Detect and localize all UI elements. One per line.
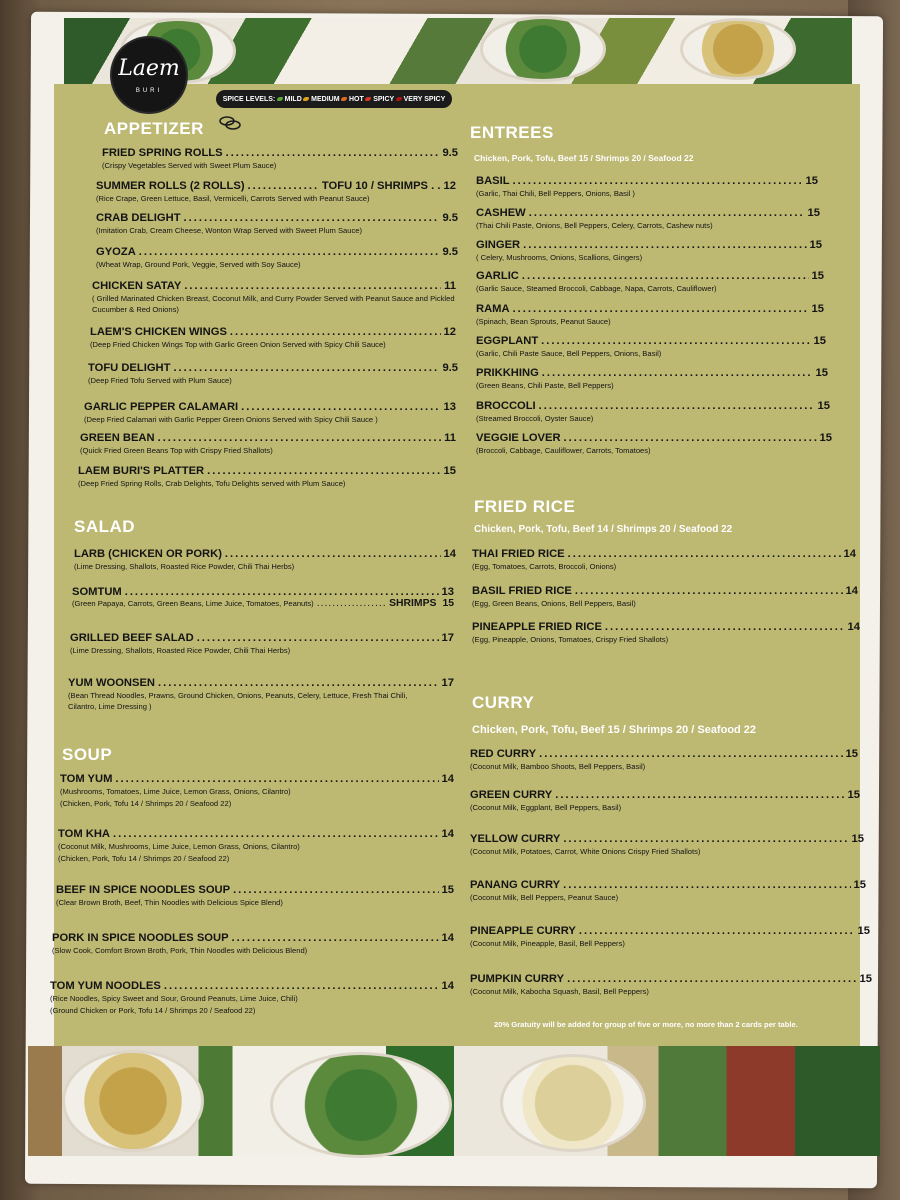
menu-item: FRIED SPRING ROLLS ..... 9.5 (Crispy Vegetables Served with Sweet Plum Sauce) <box>102 147 458 171</box>
menu-item: GYOZA ..... 9.5 (Wheat Wrap, Ground Pork, Veggie, Served with Soy Sauce) <box>96 246 458 270</box>
menu-item: LARB (CHICKEN OR PORK) ..... 14 (Lime Dressing, Shallots, Roasted Rice Powder, Chili Thai Herbs) <box>74 548 456 572</box>
spice-levels-legend <box>216 90 452 108</box>
menu-item: PINEAPPLE FRIED RICE ..... 14 (Egg, Pineapple, Onions, Tomatoes, Crispy Fried Shallots) <box>472 621 860 645</box>
food-plate-image <box>480 16 606 82</box>
fried-rice-heading: FRIED RICE <box>474 497 576 516</box>
menu-item: GREEN BEAN ..... 11 (Quick Fried Green Beans Top with Crispy Fried Shallots) <box>80 432 456 456</box>
broccoli-plate-image <box>270 1052 452 1158</box>
chili-icon <box>396 97 402 101</box>
menu-item: LAEM BURI'S PLATTER ..... 15 (Deep Fried Spring Rolls, Crab Delights, Tofu Delights served with Plum Sauce) <box>78 465 456 489</box>
entrees-heading: ENTREES <box>470 123 554 142</box>
spice-level-very-spicy: VERY SPICY <box>396 96 446 103</box>
menu-item: YELLOW CURRY ..... 15 (Coconut Milk, Potatoes, Carrot, White Onions Crispy Fried Shallots) <box>470 833 864 857</box>
menu-item: BASIL ..... 15 (Garlic, Thai Chili, Bell Peppers, Onions, Basil ) <box>476 175 818 199</box>
chili-icon <box>341 97 347 101</box>
menu-item: BROCCOLI ..... 15 (Streamed Broccoli, Oyster Sauce) <box>476 400 830 424</box>
menu-item: PUMPKIN CURRY ..... 15 (Coconut Milk, Kabocha Squash, Basil, Bell Peppers) <box>470 973 872 997</box>
food-plate-image <box>680 18 796 80</box>
spice-level-spicy: SPICY <box>365 96 394 103</box>
curry-heading: CURRY <box>472 693 535 712</box>
menu-item: GARLIC PEPPER CALAMARI ..... 13 (Deep Fried Calamari with Garlic Pepper Green Onions Served with Spicy Chili Sauce ) <box>84 401 456 425</box>
appetizer-heading: APPETIZER <box>104 119 204 138</box>
menu-item: RAMA ..... 15 (Spinach, Bean Sprouts, Peanut Sauce) <box>476 303 824 327</box>
menu-item: PRIKKHING ..... 15 (Green Beans, Chili Paste, Bell Peppers) <box>476 367 828 391</box>
menu-item: PANANG CURRY ..... 15 (Coconut Milk, Bell Peppers, Peanut Sauce) <box>470 879 866 903</box>
menu-item: CRAB DELIGHT ..... 9.5 (Imitation Crab, Cream Cheese, Wonton Wrap Served with Sweet Plum Sauce) <box>96 212 458 236</box>
spice-level-hot: HOT <box>341 96 364 103</box>
menu-item: SOMTUM ..... 13 (Green Papaya, Carrots, Green Beans, Lime Juice, Tomatoes, Peanuts) ..... SHRIMPS 15 <box>72 586 454 609</box>
menu-item: TOM YUM NOODLES ..... 14 (Rice Noodles, Spicy Sweet and Sour, Ground Peanuts, Lime Juice, Chili) (Ground Chicken or Pork, Tofu 14 / Shrimps 20 / Seafood 22) <box>50 980 454 1016</box>
menu-item: SUMMER ROLLS (2 ROLLS) ..... TOFU 10 / SHRIMPS . . 12 (Rice Crape, Green Lettuce, Basil, Vermicelli, Carrots Served with Peanut Sauce) <box>96 180 456 204</box>
menu-item: TOM KHA ..... 14 (Coconut Milk, Mushrooms, Lime Juice, Lemon Grass, Onions, Cilantro) (Chicken, Pork, Tofu 14 / Shrimps 20 / Seafood 22) <box>58 828 454 864</box>
gratuity-note: 20% Gratuity will be added for group of five or more, no more than 2 cards per table. <box>494 1020 798 1029</box>
menu-item: GRILLED BEEF SALAD ..... 17 (Lime Dressing, Shallots, Roasted Rice Powder, Chili Thai Herbs) <box>70 632 454 656</box>
curry-pricing: Chicken, Pork, Tofu, Beef 15 / Shrimps 20 / Seafood 22 <box>472 724 757 736</box>
menu-item: BEEF IN SPICE NOODLES SOUP ..... 15 (Clear Brown Broth, Beef, Thin Noodles with Delicious Spice Blend) <box>56 884 454 908</box>
menu-item: PINEAPPLE CURRY ..... 15 (Coconut Milk, Pineapple, Basil, Bell Peppers) <box>470 925 870 949</box>
fried-rice-pricing: Chicken, Pork, Tofu, Beef 14 / Shrimps 20 / Seafood 22 <box>474 524 733 535</box>
chili-icon <box>277 97 283 101</box>
menu-item: TOM YUM ..... 14 (Mushrooms, Tomatoes, Lime Juice, Lemon Grass, Onions, Cilantro) (Chicken, Pork, Tofu 14 / Shrimps 20 / Seafood 22) <box>60 773 454 809</box>
menu-item: TOFU DELIGHT ..... 9.5 (Deep Fried Tofu Served with Plum Sauce) <box>88 362 458 386</box>
menu-item: YUM WOONSEN ..... 17 (Bean Thread Noodles, Prawns, Ground Chicken, Onions, Peanuts, Celery, Lettuce, Fresh Thai Chili, Cilantro, Lime Dressing ) <box>68 677 454 712</box>
menu-item: GREEN CURRY ..... 15 (Coconut Milk, Eggplant, Bell Peppers, Basil) <box>470 789 860 813</box>
soup-heading: SOUP <box>62 745 113 764</box>
spice-levels-label: SPICE LEVELS: <box>222 95 276 103</box>
appetizer-rolls-icon <box>218 114 242 132</box>
restaurant-logo <box>112 38 186 112</box>
spice-level-medium: MEDIUM <box>303 96 339 103</box>
menu-item: LAEM'S CHICKEN WINGS ..... 12 (Deep Fried Chicken Wings Top with Garlic Green Onion Served with Spicy Chili Sauce) <box>90 326 456 350</box>
entrees-pricing: Chicken, Pork, Tofu, Beef 15 / Shrimps 20 / Seafood 22 <box>474 153 694 163</box>
chili-icon <box>303 97 309 101</box>
menu-item: GINGER ..... 15 ( Celery, Mushrooms, Onions, Scallions, Gingers) <box>476 239 822 263</box>
curry-bowl-image <box>62 1050 204 1152</box>
fried-rice-plate-image <box>500 1054 646 1152</box>
menu-item: EGGPLANT ..... 15 (Garlic, Chili Paste Sauce, Bell Peppers, Onions, Basil) <box>476 335 826 359</box>
menu-item: VEGGIE LOVER ..... 15 (Broccoli, Cabbage, Cauliflower, Carrots, Tomatoes) <box>476 432 832 456</box>
menu-item: PORK IN SPICE NOODLES SOUP ..... 14 (Slow Cook, Comfort Brown Broth, Pork, Thin Noodles with Delicious Blend) <box>52 932 454 956</box>
menu-item: GARLIC ..... 15 (Garlic Sauce, Steamed Broccoli, Cabbage, Napa, Carrots, Cauliflower) <box>476 270 824 294</box>
spice-level-mild: MILD <box>277 96 302 103</box>
menu-item: CASHEW ..... 15 (Thai Chili Paste, Onions, Bell Peppers, Celery, Carrots, Cashew nuts) <box>476 207 820 231</box>
menu-item: BASIL FRIED RICE ..... 14 (Egg, Green Beans, Onions, Bell Peppers, Basil) <box>472 585 858 609</box>
salad-heading: SALAD <box>74 517 136 536</box>
chili-icon <box>365 97 371 101</box>
menu-item: RED CURRY ..... 15 (Coconut Milk, Bamboo Shoots, Bell Peppers, Basil) <box>470 748 858 772</box>
logo-subtitle: BURI <box>135 88 163 94</box>
logo-name: Laem <box>118 56 180 81</box>
menu-item: CHICKEN SATAY ..... 11 ( Grilled Marinated Chicken Breast, Coconut Milk, and Curry Powder Served with Peanut Sauce and Pickled Cucumber & Red Onions) <box>92 280 456 315</box>
menu-item: THAI FRIED RICE ..... 14 (Egg, Tomatoes, Carrots, Broccoli, Onions) <box>472 548 856 572</box>
